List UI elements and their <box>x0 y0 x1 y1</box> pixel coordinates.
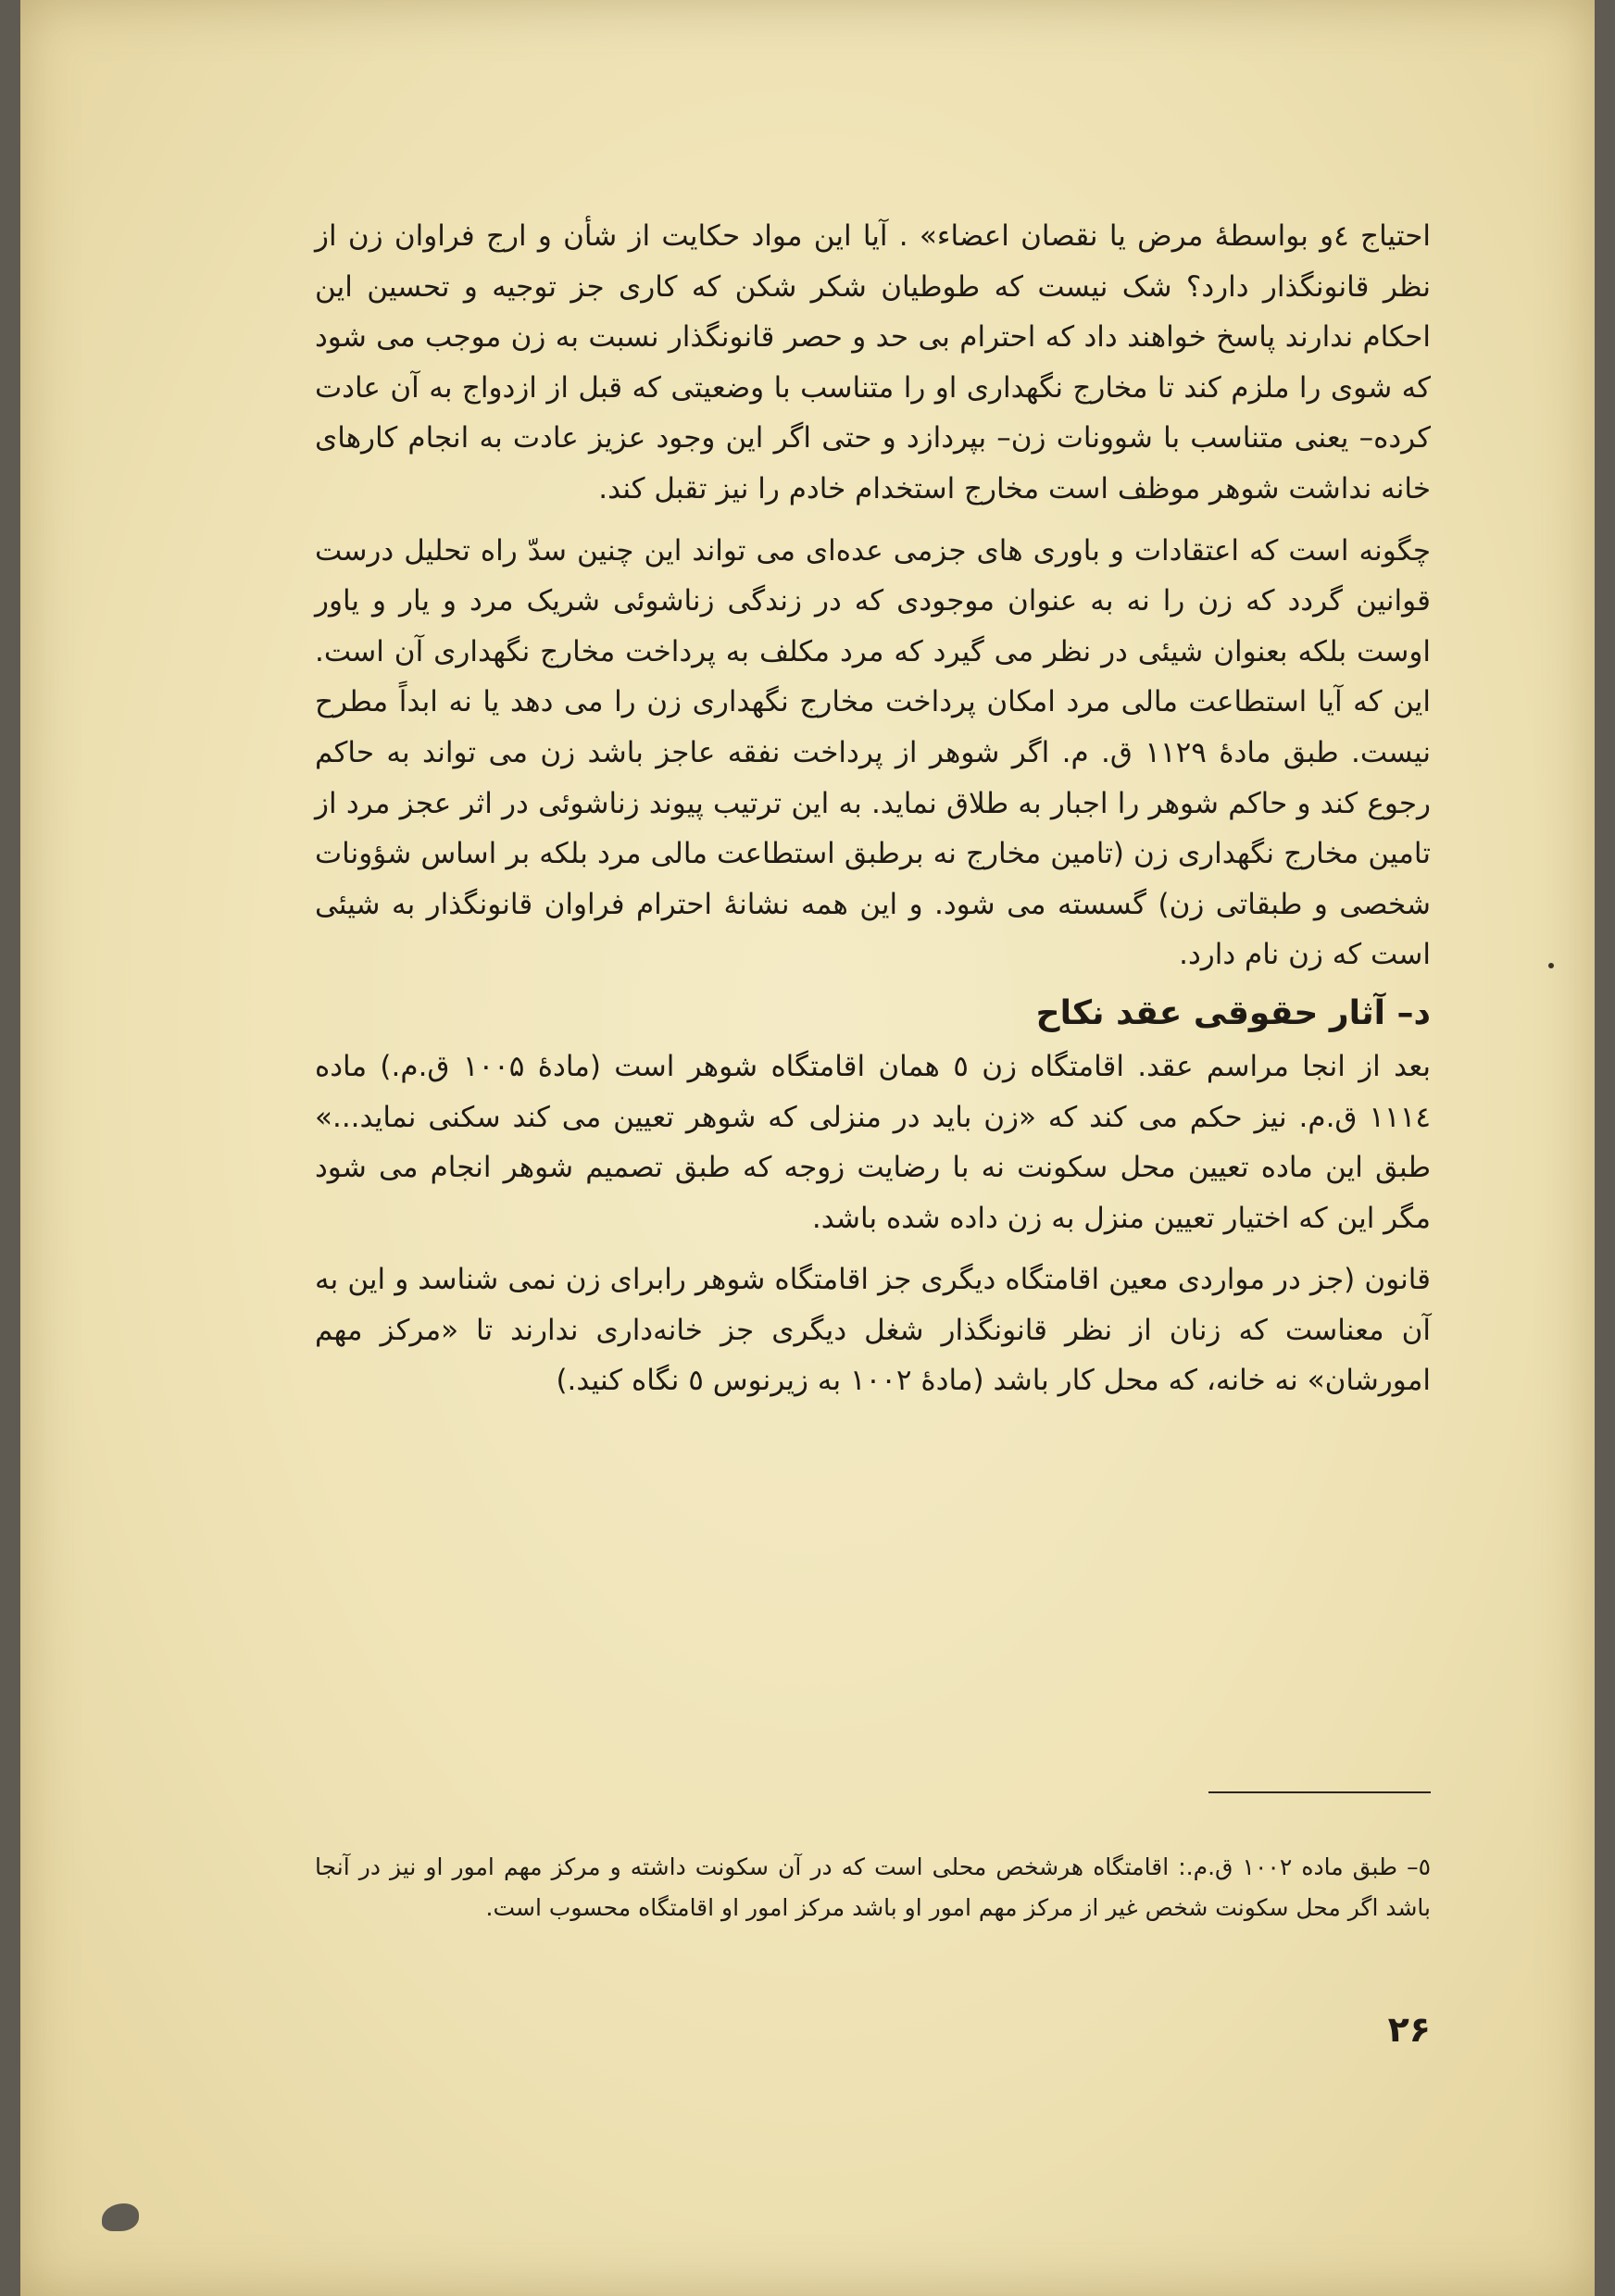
page-number: ۲۶ <box>1387 2009 1431 2050</box>
footnote-divider <box>1208 1791 1431 1793</box>
paragraph-1: احتیاج ٤و بواسطهٔ مرض یا نقصان اعضاء» . آیا این مواد حکایت از شأن و ارج فراوان زن از نظر قانونگذار دارد؟ شک نیست که طوطیان شکر شکن که کاری جز توجیه و تحسین این احکام ندارند پاسخ خواهند داد که احترام بی حد و حصر قانونگذار نسبت به زن موجب می شود که شوی را ملزم کند تا مخارج نگهداری او را متناسب با وضعیتی که قبل از ازدواج به آن عادت کرده– یعنی متناسب با شوونات زن– بپردازد و حتی اگر این وجود عزیز عادت به انجام کارهای خانه نداشت شوهر موظف است مخارج استخدام خادم را نیز تقبل کند. <box>315 219 1432 505</box>
body-text <box>315 211 1431 1406</box>
torn-corner <box>102 2203 139 2231</box>
paragraph-3: بعد از انجا مراسم عقد. اقامتگاه زن ٥ همان اقامتگاه شوهر است (مادهٔ ۱۰۰۵ ق.م.) ماده ۱۱۱٤ ق.م. نیز حکم می کند که «زن باید در منزلی که شوهر تعیین می کند سکنی نماید...» طبق این ماده تعیین محل سکونت نه با رضایت زوجه که طبق تصمیم شوهر انجام می شود مگر این که اختیار تعیین منزل به زن داده شده باشد. <box>315 1049 1431 1235</box>
section-heading: د– آثار حقوقی عقد نکاح <box>1035 993 1431 1032</box>
paragraph-2: چگونه است که اعتقادات و باوری های جزمی عده‌ای می تواند این چنین سدّ راه تحلیل درست قوانین گردد که زن را نه به عنوان موجودی که در زندگی زناشوئی شریک مرد و یار و یاور اوست بلکه بعنوان شیئی در نظر می گیرد که مرد مکلف به پرداخت مخارج نگهداری آن است. این که آیا استطاعت مالی مرد امکان پرداخت مخارج نگهداری زن را می دهد یا نه ابداً مطرح نیست. طبق مادهٔ ۱۱۲۹ ق. م. اگر شوهر از پرداخت نفقه عاجز باشد زن می تواند به حاکم رجوع کند و حاکم شوهر را اجبار به طلاق نماید. به این ترتیب پیوند زناشوئی در اثر عجز مرد از تامین مخارج نگهداری زن (تامین مخارج نه برطبق استطاعت مالی مرد بلکه بر اساس شؤونات شخصی و طبقاتی زن) گسسته می شود. و این همه نشانهٔ احترام فراوان قانونگذار به شیئی است که زن نام دارد. <box>315 533 1431 972</box>
paragraph-4: قانون (جز در مواردی معین اقامتگاه دیگری جز اقامتگاه شوهر رابرای زن نمی شناسد و این به آن معناست که زنان از نظر قانونگذار شغل دیگری جز خانه‌داری ندارند تا «مرکز مهم امورشان» نه خانه، که محل کار باشد (مادهٔ ۱۰۰۲ به زیرنوس ٥ نگاه کنید.) <box>315 1263 1431 1398</box>
footnote: ٥– طبق ماده ۱۰۰۲ ق.م.: اقامتگاه هرشخص محلی است که در آن سکونت داشته و مرکز مهم امور او نیز در آنجا باشد اگر محل سکونت شخص غیر از مرکز مهم امور او باشد مرکز امور او اقامتگاه محسوب است. <box>315 1853 1432 1921</box>
ink-speck <box>1548 963 1554 968</box>
